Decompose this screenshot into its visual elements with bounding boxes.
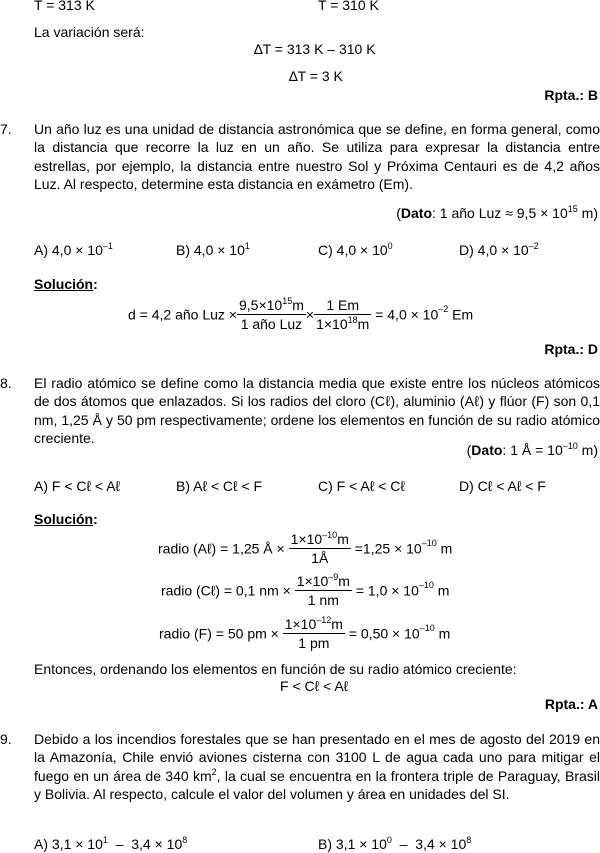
- radius-aluminium-equation: radio (Aℓ) = 1,25 Å × $\frac{1\times 10^{-10}m}{1Å}$ $=1,25 \times 10^{-10}$ m: [158, 530, 453, 566]
- question-7-dato: (Dato: 1 año Luz ≈ $9,5 \times 10^{15}$ m): [396, 204, 598, 221]
- solution-8-order: F < Cℓ < Aℓ: [280, 678, 349, 694]
- option-7d: D) $4,0 \times 10^{-2}$: [459, 241, 539, 258]
- question-7-text: Un año luz es una unidad de distancia astronómica que se define, en forma general, como la distancia que recorre la luz en un año. Se utiliza para expresar la distancia entre estrellas, por ejemplo, la distancia entre nuestro Sol y Próxima Centauri es de 4,2 años Luz. Al respecto, determine esta distancia en exámetro (Em).: [34, 121, 600, 193]
- option-8c: C) F < Aℓ < Cℓ: [318, 478, 405, 494]
- answer-8: Rpta.: A: [544, 696, 598, 712]
- question-8-text: El radio atómico se define como la distancia media que existe entre los núcleos atómicos de dos átomos que enlazados. Si los radios del cloro (Cℓ), aluminio (Aℓ) y flúor (F) son 0,1 nm, 1,25 Å y 50 pm respectivamente; ordene los elementos en función de su radio atómico creciente.: [34, 375, 600, 447]
- option-9a: A) $3,1 \times 10^1 - 3,4 \times 10^8$: [34, 835, 188, 852]
- fraction-light-year: $\frac{9,5\times 10^{15}m}{\text{1 año Luz}}$: [238, 296, 304, 332]
- radius-fluorine-equation: radio (F) = 50 pm × $\frac{1\times 10^{-12}m}{1 pm}$ = $0,50 \times 10^{-10}$ m: [159, 615, 451, 651]
- solution-8-label: Solución:: [34, 511, 98, 527]
- answer-6: Rpta.: B: [544, 87, 598, 103]
- solution-8-conclusion: Entonces, ordenando los elementos en función de su radio atómico creciente:: [34, 661, 517, 677]
- radius-chlorine-equation: radio (Cℓ) = 0,1 nm × $\frac{1\times 10^{-9}m}{1 nm}$ = $1,0 \times 10^{-10}$ m: [161, 572, 450, 608]
- delta-t-result: ∆T = 3 K: [289, 68, 343, 84]
- solution-7-equation: d = 4,2 año Luz × $\frac{9,5\times 10^{15}m}{\text{1 año Luz}}$ × $\frac{1 Em}{1\times 10^{18}m}$ = $4,0 \times 10^{-2}$ Em: [128, 296, 474, 332]
- temperature-left: T = 313 K: [34, 0, 95, 13]
- option-7a: A) $4,0 \times 10^{-1}$: [34, 241, 113, 258]
- question-9-text: Debido a los incendios forestales que se han presentado en el mes de agosto del 2019 en la Amazonía, Chile envió aviones cisterna con 3100 L de agua cada uno para mitigar el fuego en un área de 340 $km^2$, la cual se encuentra en la frontera triple de Paraguay, Brasil y Bolivia. Al respecto, calcule el valor del volumen y área en unidades del SI.: [34, 731, 600, 803]
- temperature-right: T = 310 K: [318, 0, 379, 13]
- answer-7: Rpta.: D: [544, 341, 598, 357]
- variation-label: La variación será:: [34, 24, 145, 40]
- option-7b: B) $4,0 \times 10^1$: [176, 241, 250, 258]
- question-9-number: 9.: [0, 731, 12, 747]
- option-9b: B) $3,1 \times 10^0 - 3,4 \times 10^8$: [318, 835, 472, 852]
- option-8d: D) Cℓ < Aℓ < F: [459, 478, 546, 494]
- fraction-exameter: $\frac{1 Em}{1\times 10^{18}m}$: [316, 297, 370, 332]
- solution-7-label: Solución:: [34, 276, 98, 292]
- option-8a: A) F < Cℓ < Aℓ: [34, 478, 121, 494]
- delta-t-equation: ∆T = 313 K – 310 K: [254, 41, 376, 57]
- question-7-number: 7.: [0, 121, 12, 137]
- question-8-number: 8.: [0, 375, 12, 391]
- question-8-dato: (Dato: 1 Å = $10^{-10}$ m): [466, 441, 598, 458]
- option-8b: B) Aℓ < Cℓ < F: [176, 478, 263, 494]
- option-7c: C) $4,0 \times 10^0$: [318, 241, 393, 258]
